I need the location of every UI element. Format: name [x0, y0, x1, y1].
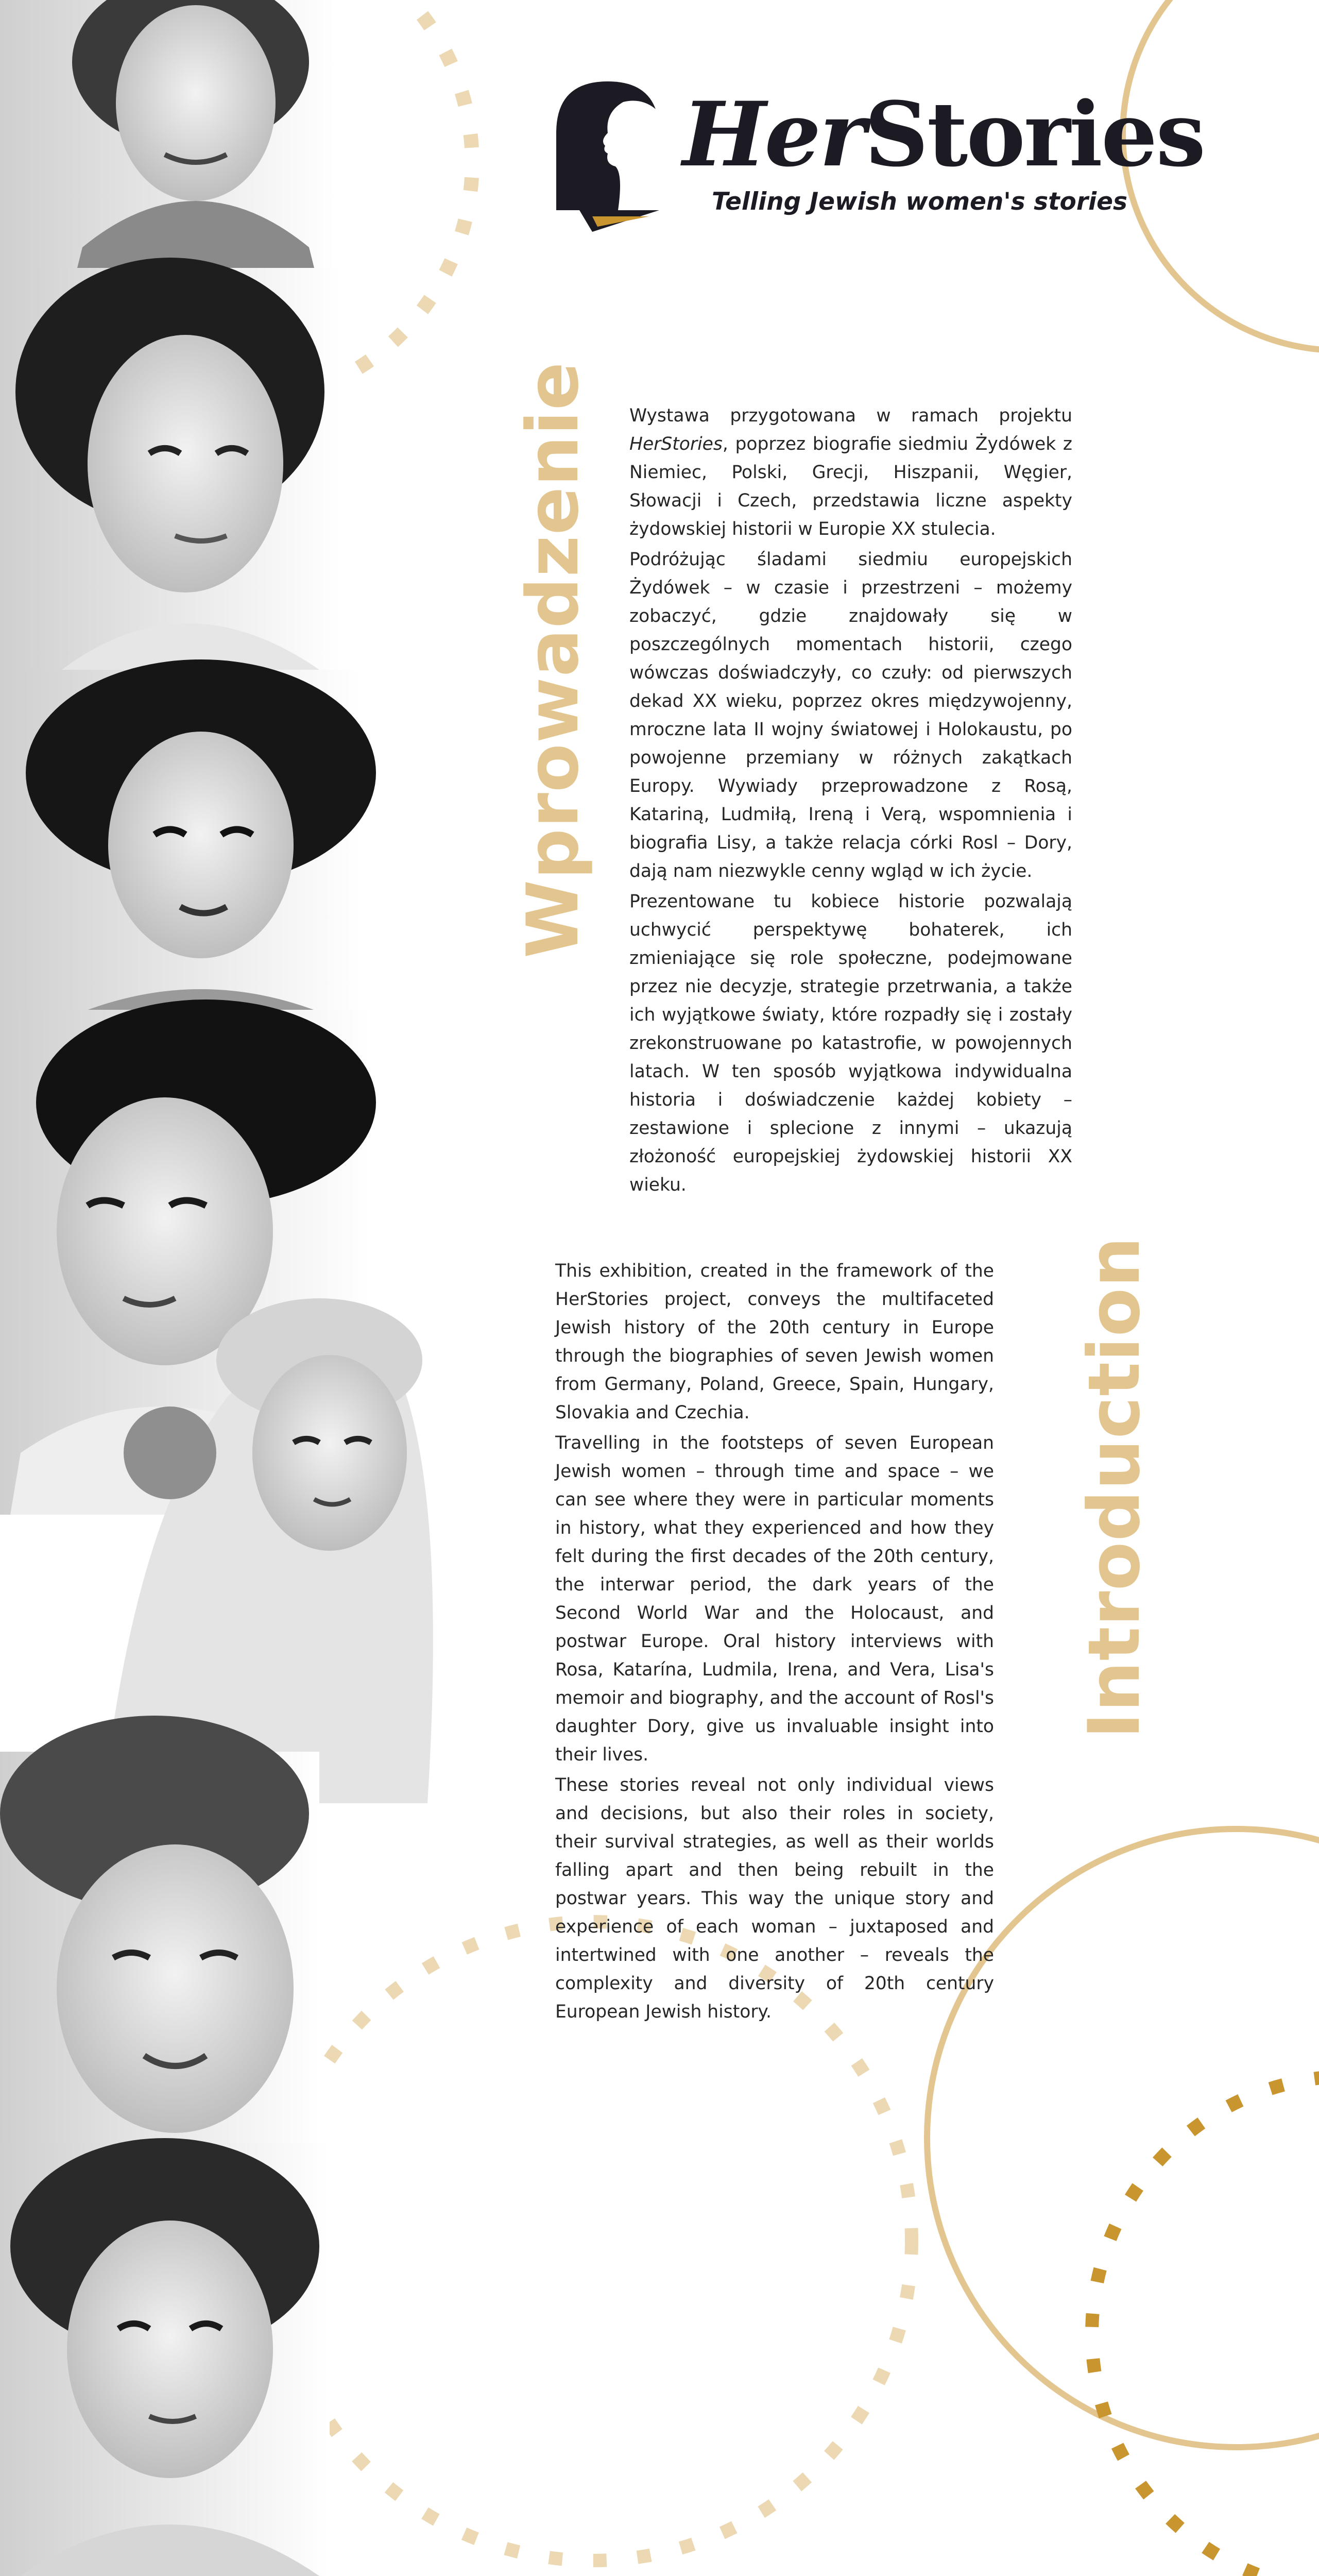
- bottom-right-dotted-circle: [1092, 2076, 1319, 2576]
- portrait-woman-1: [0, 0, 335, 289]
- english-paragraph-2: Travelling in the footsteps of seven European Jewish women – through time and space – we can see where they were in particular moments in history, what they experienced and how they felt during the first decades of the 20th century, the interwar period, the dark years of the Second World War and the Holocaust, and postwar Europe. Oral history interviews with Rosa, Katarína, Ludmila, Irena, and Vera, Lisa's memoir and biography, and the account of Rosl's daughter Dory, give us invaluable insight into their lives.: [555, 1433, 994, 1765]
- woman-profile-logo-icon: [556, 81, 659, 232]
- portrait-woman-2: [0, 258, 340, 721]
- brand-wordmark-stories: Stories: [864, 82, 1205, 187]
- english-text-column: [555, 1257, 994, 2028]
- heading-polish: Wprowadzenie: [511, 361, 594, 958]
- portrait-woman-4: [0, 999, 376, 1515]
- portrait-woman-6: [0, 1716, 319, 2215]
- polish-text-column: [629, 402, 1072, 1201]
- portrait-collage: [0, 0, 453, 2576]
- portrait-woman-3: [0, 659, 376, 1041]
- heading-english: Introduction: [1073, 1236, 1156, 1739]
- polish-paragraph-2: Podróżując śladami siedmiu europejskich Żydówek – w czasie i przestrzeni – możemy zobaczyć, gdzie znajdowały się w poszczególnych momentach historii, czego wówczas doświadczyły, co czuły: od pierwszych dekad XX wieku, poprzez okres międzywojenny, mroczne lata II wojny światowej i Holokaustu, po powojenne przemiany w różnych zakątkach Europy. Wywiady przeprowadzone z Rosą, Katariną, Ludmiłą, Ireną i Verą, wspomnienia i biografia Lisy, a także relacja córki Rosl – Dory, dają nam niezwykle cenny wgląd w ich życie.: [629, 549, 1072, 882]
- polish-paragraph-1: [629, 402, 1072, 544]
- herstories-logo: [556, 77, 1205, 232]
- brand-wordmark-her: Her: [682, 82, 865, 187]
- polish-paragraph-3: Prezentowane tu kobiece historie pozwalają uchwycić perspektywę bohaterek, ich zmieniające się role społeczne, podejmowane przez nie decyzje, strategie przetrwania, a także ich wyjątkowe światy, które rozpadły się i zostały zrekonstruowane po katastrofie, w powojennych latach. W ten sposób wyjątkowa indywidualna historia i doświadczenie każdej kobiety – zestawione i splecione z innymi – ukazują złożoność europejskiej żydowskiej historii XX wieku.: [629, 891, 1072, 1195]
- portrait-column: [0, 0, 453, 2576]
- portrait-woman-7: [0, 2138, 330, 2576]
- polish-p1-intro: Wystawa przygotowana w ramach projektu: [629, 405, 1072, 426]
- polish-p1-project-name: HerStories: [629, 434, 723, 454]
- portrait-woman-5-bride: [103, 1298, 433, 1803]
- brand-tagline: Telling Jewish women's stories: [712, 188, 1127, 216]
- english-paragraph-1: This exhibition, created in the framework of the HerStories project, conveys the multifaceted Jewish history of the 20th century in Europe through the biographies of seven Jewish women from Germany, Poland, Greece, Spain, Hungary, Slovakia and Czechia.: [555, 1261, 994, 1423]
- english-paragraph-3: These stories reveal not only individual views and decisions, but also their roles in society, their survival strategies, as well as their worlds falling apart and then being rebuilt in the postwar years. This way the unique story and experience of each woman – juxtaposed and intertwined with one another – reveals the complexity and diversity of 20th century European Jewish history.: [555, 1775, 994, 2022]
- brand-wordmark: [682, 82, 1205, 187]
- polish-p1-rest: , poprzez biografie siedmiu Żydówek z Niemiec, Polski, Grecji, Hiszpanii, Węgier, Słowacji i Czech, przedstawia liczne aspekty żydowskiej historii w Europie XX stulecia.: [629, 434, 1072, 539]
